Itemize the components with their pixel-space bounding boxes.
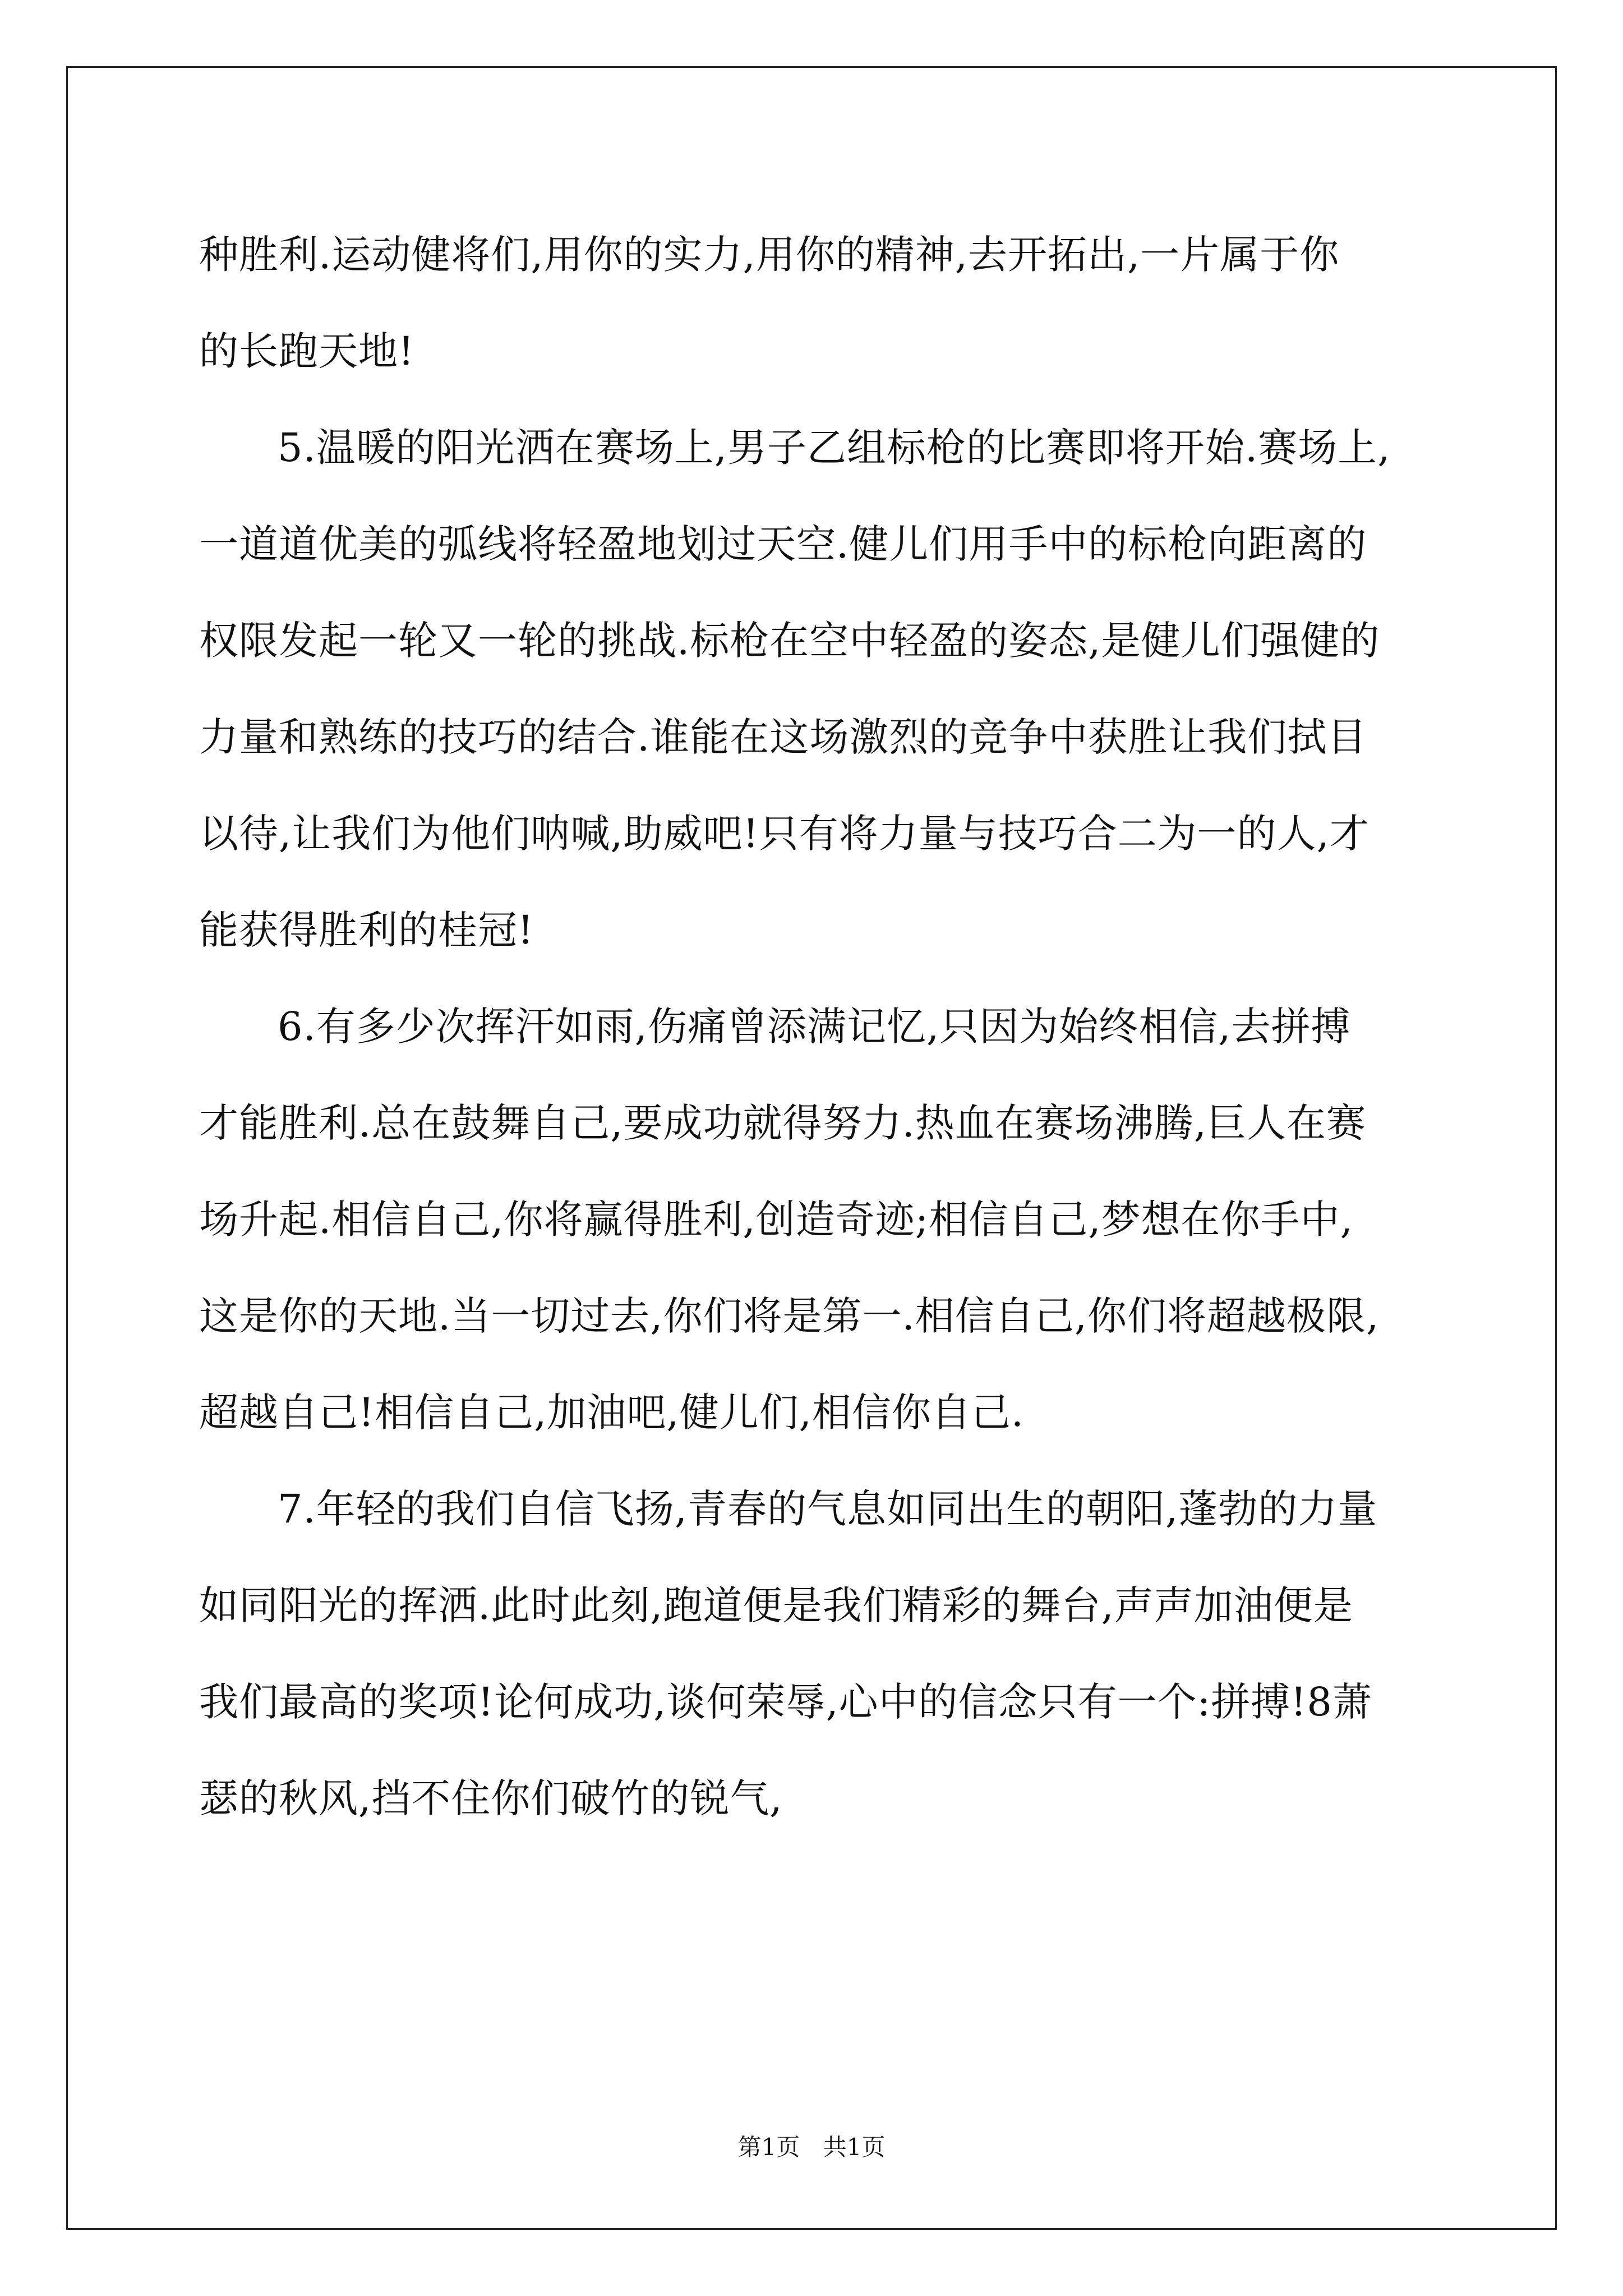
text-line: 7.年轻的我们自信飞扬,青春的气息如同出生的朝阳,蓬勃的力量 <box>278 1486 1378 1532</box>
paragraph-6 <box>199 978 1450 1461</box>
text-line: 的长跑天地! <box>199 328 415 374</box>
text-line: 以待,让我们为他们呐喊,助威吧!只有将力量与技巧合二为一的人,才 <box>199 811 1370 857</box>
document-body <box>199 206 1450 1847</box>
text-line: 一道道优美的弧线将轻盈地划过天空.健儿们用手中的标枪向距离的 <box>199 521 1367 567</box>
text-line: 种胜利.运动健将们,用你的实力,用你的精神,去开拓出,一片属于你 <box>199 232 1340 278</box>
text-line: 场升起.相信自己,你将赢得胜利,创造奇迹;相信自己,梦想在你手中, <box>199 1197 1353 1243</box>
text-line: 才能胜利.总在鼓舞自己,要成功就得努力.热血在赛场沸腾,巨人在赛 <box>199 1100 1367 1146</box>
page-footer <box>0 2131 1623 2164</box>
paragraph-7 <box>199 1461 1450 1847</box>
paragraph-continuation <box>199 206 1450 399</box>
page-total: 共1页 <box>823 2133 886 2161</box>
text-line: 能获得胜利的桂冠! <box>199 907 534 953</box>
text-line: 权限发起一轮又一轮的挑战.标枪在空中轻盈的姿态,是健儿们强健的 <box>199 618 1380 664</box>
text-line: 这是你的天地.当一切过去,你们将是第一.相信自己,你们将超越极限, <box>199 1293 1380 1339</box>
text-line: 6.有多少次挥汗如雨,伤痛曾添满记忆,只因为始终相信,去拼搏 <box>278 1004 1351 1050</box>
text-line: 力量和熟练的技巧的结合.谁能在这场激烈的竞争中获胜让我们拭目 <box>199 714 1367 760</box>
text-line: 如同阳光的挥洒.此时此刻,跑道便是我们精彩的舞台,声声加油便是 <box>199 1582 1353 1628</box>
text-line: 超越自己!相信自己,加油吧,健儿们,相信你自己. <box>199 1389 1025 1435</box>
text-line: 5.温暖的阳光洒在赛场上,男子乙组标枪的比赛即将开始.赛场上, <box>278 425 1391 471</box>
paragraph-5 <box>199 399 1450 978</box>
text-line: 我们最高的奖项!论何成功,谈何荣辱,心中的信念只有一个:拼搏!8萧 <box>199 1679 1372 1725</box>
text-line: 瑟的秋风,挡不住你们破竹的锐气, <box>199 1775 783 1821</box>
page-number: 第1页 <box>737 2133 800 2161</box>
